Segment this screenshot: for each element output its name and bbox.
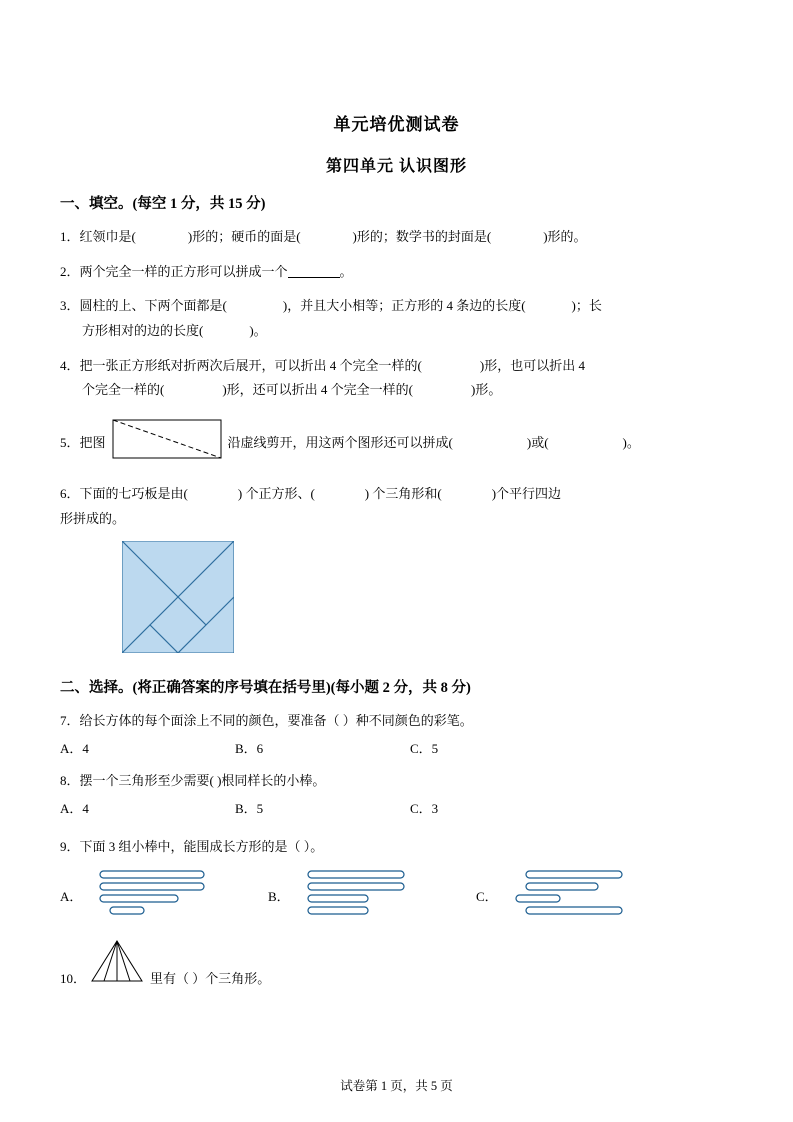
q7-option-b[interactable]: B．6 — [235, 740, 264, 756]
question-8-options — [60, 798, 733, 817]
q5-part1: 把图 — [79, 435, 106, 451]
stick-group-a-icon — [92, 865, 220, 925]
q4-number: 4． — [60, 357, 80, 373]
q9-option-b-label: B． — [268, 888, 290, 904]
q9-option-b[interactable] — [268, 865, 476, 925]
q6-part1: 下面的七巧板是由( — [79, 485, 188, 501]
q3-number: 3． — [60, 298, 80, 314]
q7-number: 7． — [60, 713, 80, 729]
q6-number: 6． — [60, 485, 80, 501]
q9-option-a[interactable] — [60, 865, 268, 925]
q4-part5: )形。 — [471, 382, 502, 398]
q9-text: 下面 3 组小棒中，能围成长方形的是（ ）。 — [79, 838, 324, 854]
question-7 — [60, 709, 733, 734]
q4-part2: )形，也可以折出 4 — [479, 357, 585, 373]
q8-option-a[interactable]: A．4 — [60, 800, 89, 816]
question-2 — [60, 260, 733, 285]
question-6 — [60, 482, 733, 531]
q1-part2: )形的；硬币的面是( — [187, 229, 301, 244]
question-3 — [60, 294, 733, 343]
q8-number: 8． — [60, 772, 80, 788]
q2-number: 2． — [60, 263, 80, 279]
q5-part2: 沿虚线剪开，用这两个图形还可以拼成( — [227, 435, 453, 451]
q3-part4: 方形相对的边的长度( — [82, 323, 204, 339]
q6-part2: ) 个正方形、( — [237, 485, 315, 501]
q1-part3: )形的；数学书的封面是( — [352, 229, 492, 244]
q8-option-b[interactable]: B．5 — [235, 800, 264, 816]
page-subtitle: 第四单元 认识图形 — [325, 158, 467, 175]
stick-group-c-icon — [508, 865, 636, 925]
q9-option-c-label: C． — [476, 888, 498, 904]
tangram-figure-container — [60, 541, 733, 658]
question-7-options — [60, 738, 733, 757]
section-1-heading: 一、填空。(每空 1 分，共 15 分) — [60, 196, 266, 212]
q4-part4: )形，还可以折出 4 个完全一样的( — [222, 382, 414, 398]
q2-part2: 。 — [339, 263, 353, 279]
q5-part4: )。 — [622, 435, 640, 451]
question-5 — [60, 419, 733, 468]
q10-text: 里有（ ）个三角形。 — [150, 971, 271, 987]
q3-part5: )。 — [249, 323, 267, 339]
q9-option-c[interactable] — [476, 865, 684, 925]
q6-part5: 形拼成的。 — [60, 510, 126, 526]
tangram-figure — [122, 541, 234, 653]
question-10 — [60, 939, 733, 987]
page-footer: 试卷第 1 页，共 5 页 — [340, 1079, 453, 1093]
q10-number: 10． — [60, 971, 87, 987]
q5-number: 5． — [60, 435, 80, 451]
q4-part3: 个完全一样的( — [82, 382, 165, 398]
question-9 — [60, 835, 733, 860]
q9-number: 9． — [60, 838, 80, 854]
question-1 — [60, 225, 733, 250]
q9-option-a-label: A． — [60, 888, 83, 904]
q2-part1: 两个完全一样的正方形可以拼成一个 — [79, 263, 288, 279]
q4-part1: 把一张正方形纸对折两次后展开，可以折出 4 个完全一样的( — [79, 357, 422, 373]
q6-part4: )个平行四边 — [491, 485, 562, 501]
q1-part1: 红领巾是( — [79, 229, 136, 244]
q1-number: 1． — [60, 229, 80, 244]
q3-part1: 圆柱的上、下两个面都是( — [79, 298, 227, 314]
section-2-heading: 二、选择。(将正确答案的序号填在括号里)(每小题 2 分，共 8 分) — [60, 680, 471, 697]
page-title: 单元培优测试卷 — [333, 115, 460, 134]
q8-option-c[interactable]: C．3 — [410, 800, 439, 816]
question-9-options — [60, 865, 733, 925]
question-8 — [60, 769, 733, 794]
q8-text: 摆一个三角形至少需要( )根同样长的小棒。 — [79, 772, 326, 788]
q6-part3: ) 个三角形和( — [364, 485, 442, 501]
q5-part3: )或( — [526, 435, 549, 451]
q3-part3: )；长 — [571, 298, 602, 314]
q3-part2: )，并且大小相等；正方形的 4 条边的长度( — [282, 298, 526, 314]
q7-option-c[interactable]: C．5 — [410, 740, 439, 756]
question-4 — [60, 354, 733, 403]
rectangle-diagonal-cut-figure — [112, 419, 222, 468]
q7-option-a[interactable]: A．4 — [60, 740, 89, 756]
q1-part4: )形的。 — [543, 229, 587, 244]
stick-group-b-icon — [300, 865, 428, 925]
q2-underline-blank[interactable] — [288, 264, 340, 278]
q7-text: 给长方体的每个面涂上不同的颜色，要准备（ ）种不同颜色的彩笔。 — [79, 713, 473, 729]
triangle-with-lines-figure — [90, 939, 144, 987]
